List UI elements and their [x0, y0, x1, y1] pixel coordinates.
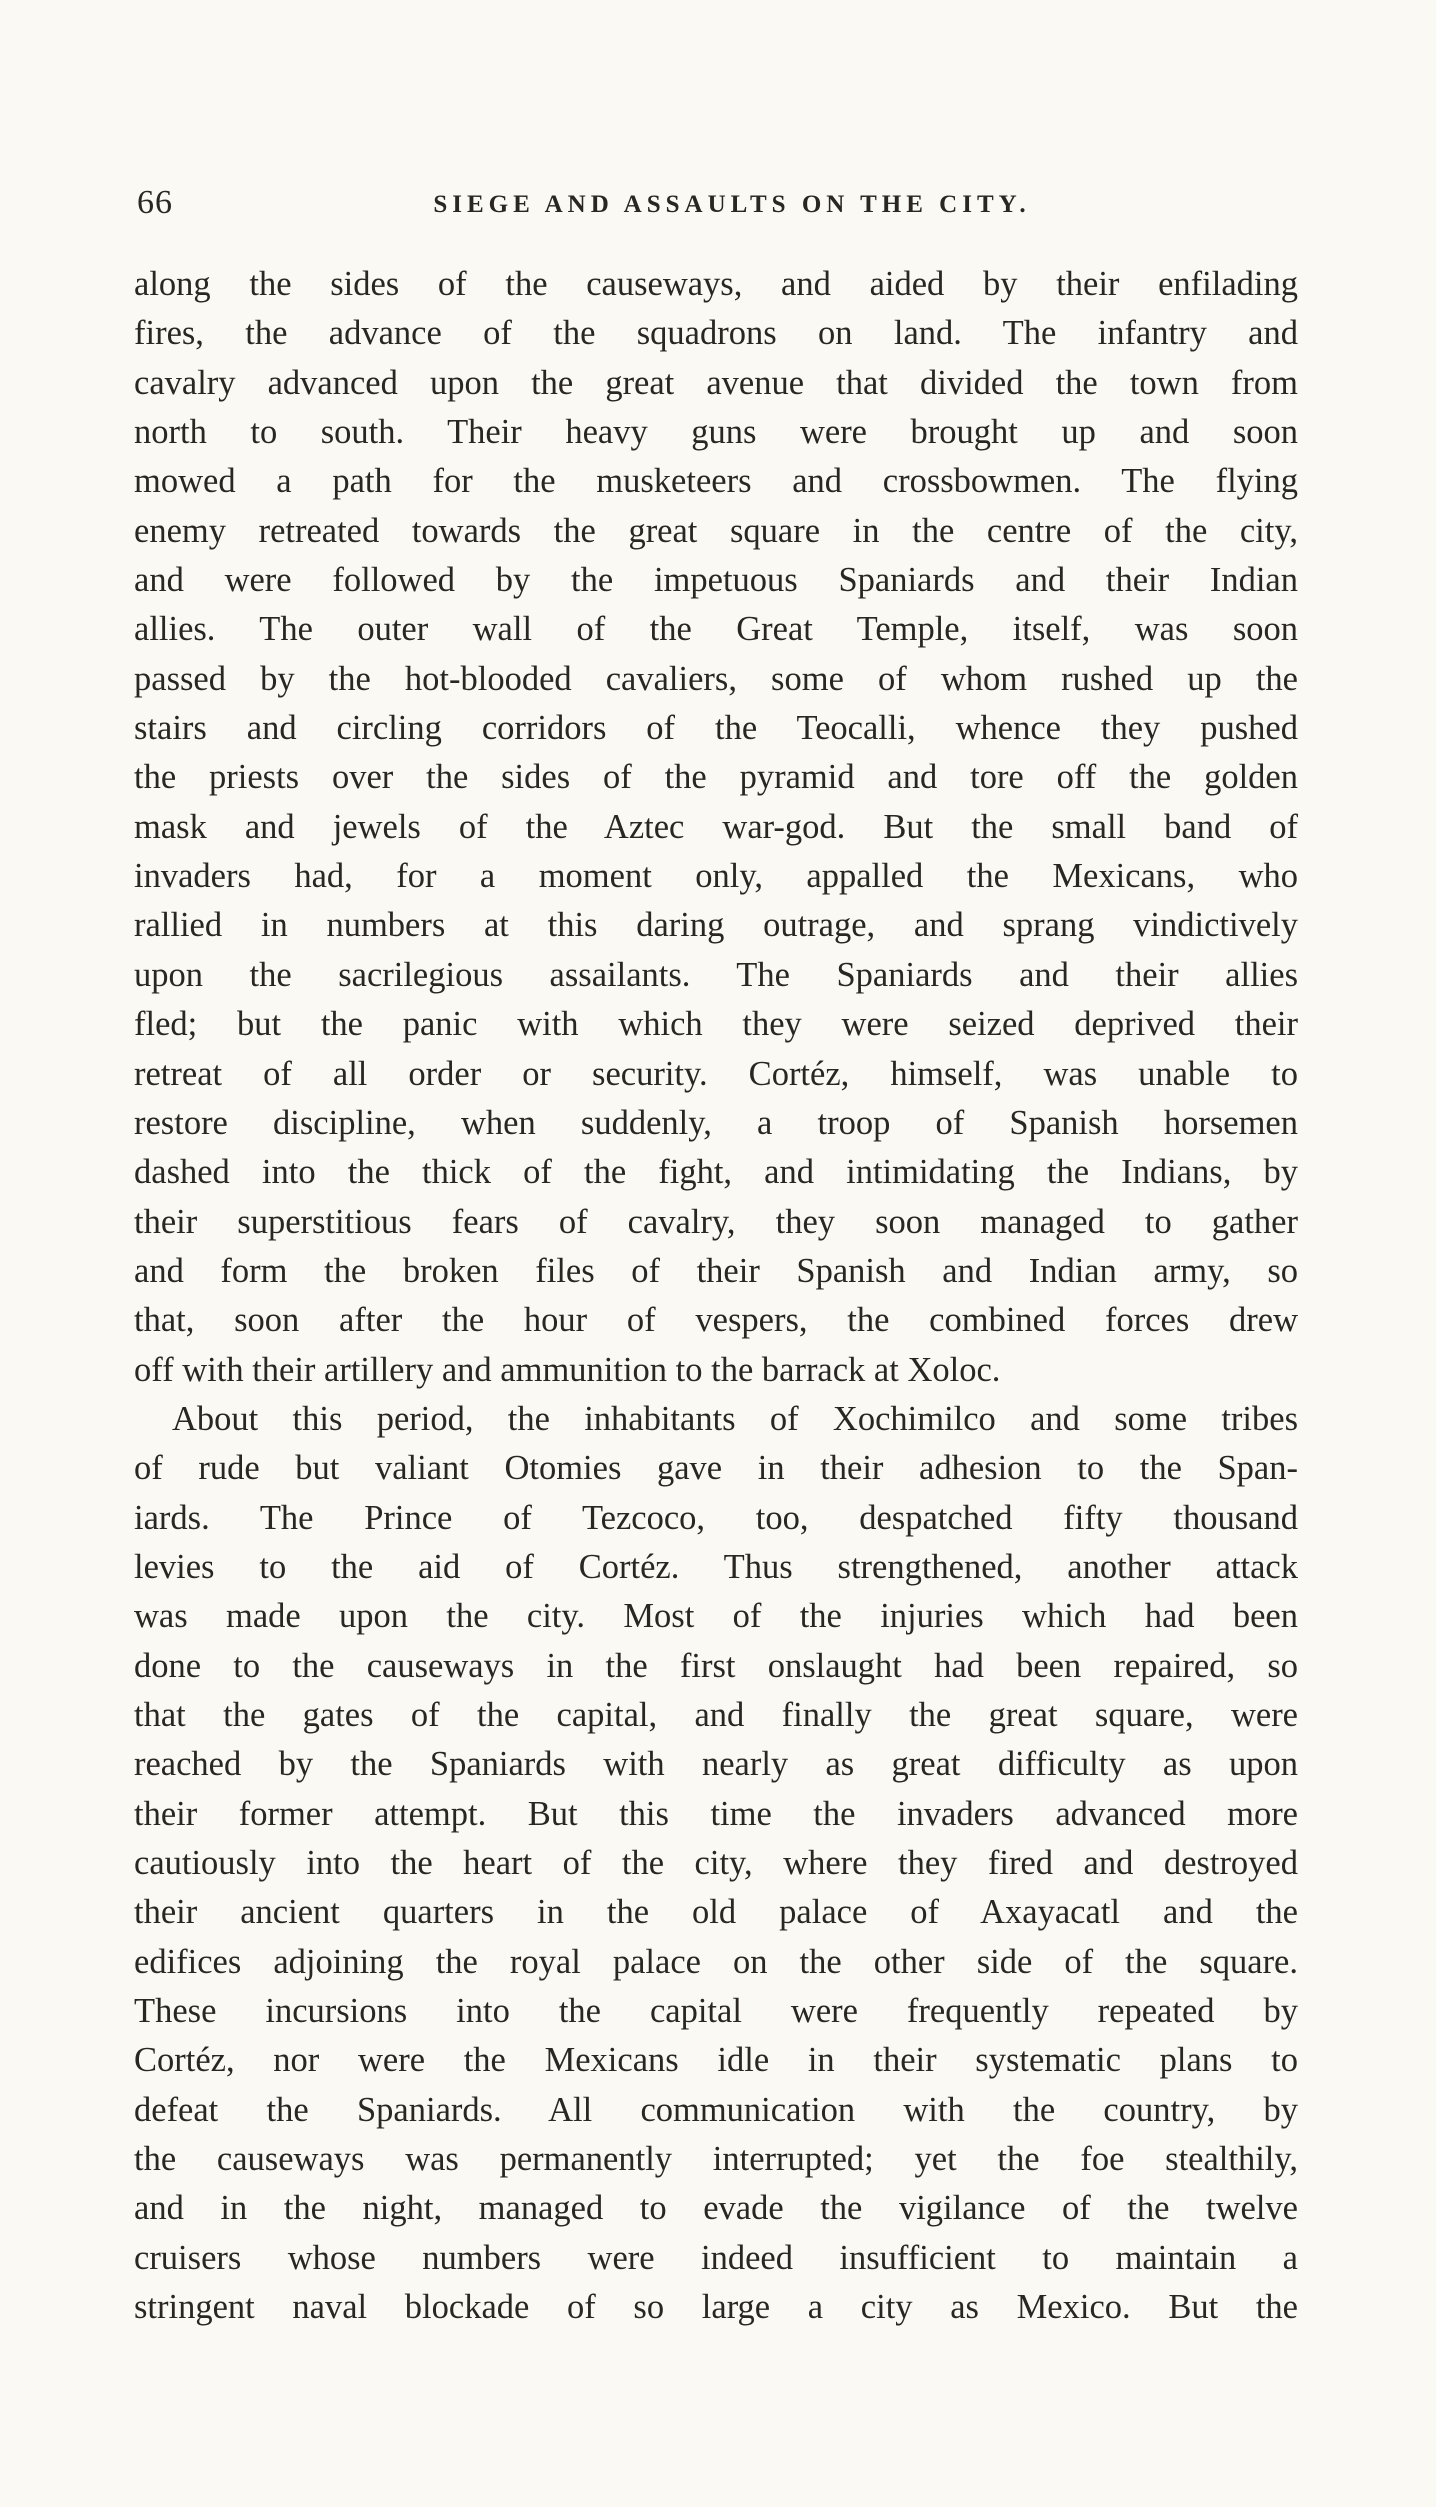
text-line: and were followed by the impetuous Spaniards and their Indian [134, 561, 1298, 600]
text-line: fires, the advance of the squadrons on land. The infantry and [134, 314, 1298, 353]
running-head [137, 183, 1297, 233]
text-line: These incursions into the capital were frequently repeated by [134, 1992, 1298, 2031]
text-line: cavalry advanced upon the great avenue that divided the town from [134, 363, 1298, 402]
text-line: Cortéz, nor were the Mexicans idle in their systematic plans to [134, 2041, 1298, 2080]
text-line: reached by the Spaniards with nearly as great difficulty as upon [134, 1745, 1298, 1784]
text-line: edifices adjoining the royal palace on the other side of the square. [134, 1942, 1298, 1981]
text-line: done to the causeways in the first onslaught had been repaired, so [134, 1646, 1298, 1685]
text-line: and in the night, managed to evade the vigilance of the twelve [134, 2189, 1298, 2228]
text-line: was made upon the city. Most of the injuries which had been [134, 1597, 1298, 1636]
text-line: dashed into the thick of the fight, and intimidating the Indians, by [134, 1153, 1298, 1192]
text-line: their former attempt. But this time the invaders advanced more [134, 1794, 1298, 1833]
body-text [134, 260, 1298, 2332]
text-line: levies to the aid of Cortéz. Thus strengthened, another attack [134, 1547, 1298, 1586]
text-line: that the gates of the capital, and finally the great square, were [134, 1695, 1298, 1734]
text-line: enemy retreated towards the great square in the centre of the city, [134, 511, 1298, 550]
text-line: fled; but the panic with which they were seized deprived their [134, 1005, 1298, 1044]
text-line: north to south. Their heavy guns were brought up and soon [134, 413, 1298, 452]
text-line: cautiously into the heart of the city, where they fired and destroyed [134, 1844, 1298, 1882]
text-line: defeat the Spaniards. All communication with the country, by [134, 2090, 1298, 2129]
text-line: upon the sacrilegious assailants. The Spaniards and their allies [134, 955, 1298, 994]
text-line: allies. The outer wall of the Great Temple, itself, was soon [134, 610, 1298, 649]
text-line: the priests over the sides of the pyramid and tore off the golden [134, 758, 1298, 797]
running-title: SIEGE AND ASSAULTS ON THE CITY. [433, 191, 1031, 218]
text-line: restore discipline, when suddenly, a troop of Spanish horsemen [134, 1103, 1298, 1142]
text-line: stairs and circling corridors of the Teocalli, whence they pushed [134, 709, 1298, 748]
text-line: mask and jewels of the Aztec war-god. But the small band of [134, 807, 1298, 846]
text-line: their ancient quarters in the old palace of Axayacatl and the [134, 1893, 1298, 1932]
text-line: that, soon after the hour of vespers, the combined forces drew [134, 1301, 1298, 1340]
text-line: iards. The Prince of Tezcoco, too, despatched fifty thousand [134, 1498, 1298, 1537]
text-line: mowed a path for the musketeers and crossbowmen. The flying [134, 462, 1298, 501]
text-line: and form the broken files of their Spanish and Indian army, so [134, 1251, 1298, 1290]
text-line: stringent naval blockade of so large a city as Mexico. But the [134, 2288, 1298, 2327]
text-line: cruisers whose numbers were indeed insufficient to maintain a [134, 2238, 1298, 2277]
text-line: along the sides of the causeways, and aided by their enfilading [134, 265, 1298, 303]
text-line: the causeways was permanently interrupted; yet the foe stealthily, [134, 2140, 1298, 2179]
text-line: of rude but valiant Otomies gave in their adhesion to the Span- [134, 1449, 1298, 1488]
paragraph-last-line: off with their artillery and ammunition to the barrack at Xoloc. [134, 1350, 1001, 1389]
page-number: 66 [137, 184, 173, 221]
text-line: passed by the hot-blooded cavaliers, some of whom rushed up the [134, 659, 1298, 698]
text-line: retreat of all order or security. Cortéz, himself, was unable to [134, 1054, 1298, 1093]
text-line: invaders had, for a moment only, appalled the Mexicans, who [134, 857, 1298, 896]
text-line: rallied in numbers at this daring outrage, and sprang vindictively [134, 906, 1298, 945]
text-line: their superstitious fears of cavalry, they soon managed to gather [134, 1202, 1298, 1241]
paragraph-first-line: About this period, the inhabitants of Xochimilco and some tribes [172, 1399, 1298, 1438]
